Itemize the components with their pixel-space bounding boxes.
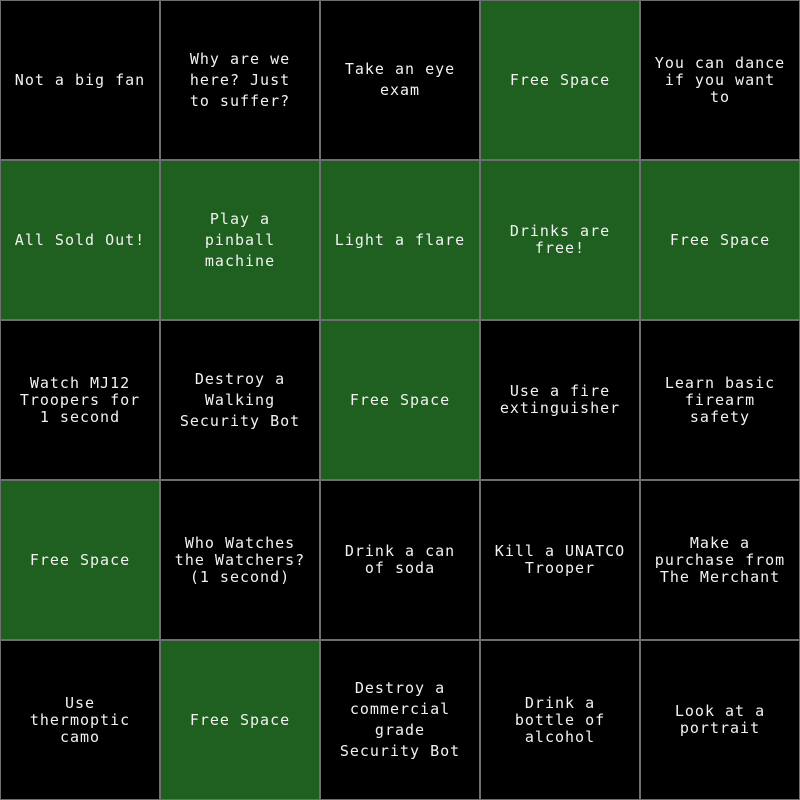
bingo-cell-label: All Sold Out! [14, 230, 146, 249]
bingo-cell[interactable] [480, 320, 640, 480]
bingo-cell-label: Drink a can of soda [344, 542, 456, 577]
bingo-cell[interactable] [640, 0, 800, 160]
bingo-cell-label: Use a fire extinguisher [499, 382, 621, 417]
bingo-cell[interactable] [480, 640, 640, 800]
bingo-cell-label: Free Space [29, 550, 131, 569]
bingo-cell[interactable] [480, 0, 640, 160]
bingo-cell[interactable] [320, 320, 480, 480]
bingo-cell-label: Play a pinball machine [204, 209, 276, 270]
bingo-cell-label: Destroy a commercial grade Security Bot [339, 679, 461, 760]
bingo-cell-label: Free Space [669, 230, 771, 249]
bingo-cell-label: Free Space [189, 710, 291, 729]
bingo-cell[interactable] [640, 160, 800, 320]
bingo-cell[interactable] [0, 160, 160, 320]
bingo-cell[interactable] [640, 640, 800, 800]
bingo-cell[interactable] [640, 480, 800, 640]
bingo-cell-label: Learn basic firearm safety [664, 373, 776, 426]
bingo-cell[interactable] [0, 0, 160, 160]
bingo-cell[interactable] [160, 640, 320, 800]
bingo-cell[interactable] [320, 160, 480, 320]
bingo-cell-label: Look at a portrait [674, 702, 766, 737]
bingo-cell-label: Not a big fan [14, 70, 146, 89]
bingo-cell[interactable] [320, 0, 480, 160]
bingo-cell-label: Free Space [349, 390, 451, 409]
bingo-cell-label: You can dance if you want to [654, 53, 786, 106]
bingo-cell-label: Drink a bottle of alcohol [514, 693, 606, 746]
bingo-cell[interactable] [160, 160, 320, 320]
bingo-cell-label: Who Watches the Watchers? (1 second) [174, 533, 306, 586]
bingo-cell[interactable] [0, 320, 160, 480]
bingo-cell[interactable] [160, 0, 320, 160]
bingo-cell-label: Free Space [509, 70, 611, 89]
bingo-cell-label: Drinks are free! [509, 222, 611, 257]
bingo-cell[interactable] [160, 320, 320, 480]
bingo-cell[interactable] [480, 160, 640, 320]
bingo-cell[interactable] [0, 640, 160, 800]
bingo-cell-label: Kill a UNATCO Trooper [494, 542, 626, 577]
bingo-cell-label: Make a purchase from The Merchant [654, 533, 786, 586]
bingo-cell[interactable] [0, 480, 160, 640]
bingo-cell[interactable] [480, 480, 640, 640]
bingo-cell-label: Use thermoptic camo [29, 693, 131, 746]
bingo-cell-label: Why are we here? Just to suffer? [189, 49, 291, 110]
bingo-cell-label: Destroy a Walking Security Bot [179, 369, 301, 430]
bingo-cell-label: Light a flare [334, 230, 466, 249]
bingo-cell[interactable] [320, 480, 480, 640]
bingo-cell-label: Take an eye exam [344, 60, 456, 99]
bingo-cell-label: Watch MJ12 Troopers for 1 second [19, 373, 141, 426]
bingo-cell[interactable] [160, 480, 320, 640]
bingo-cell[interactable] [640, 320, 800, 480]
bingo-cell[interactable] [320, 640, 480, 800]
